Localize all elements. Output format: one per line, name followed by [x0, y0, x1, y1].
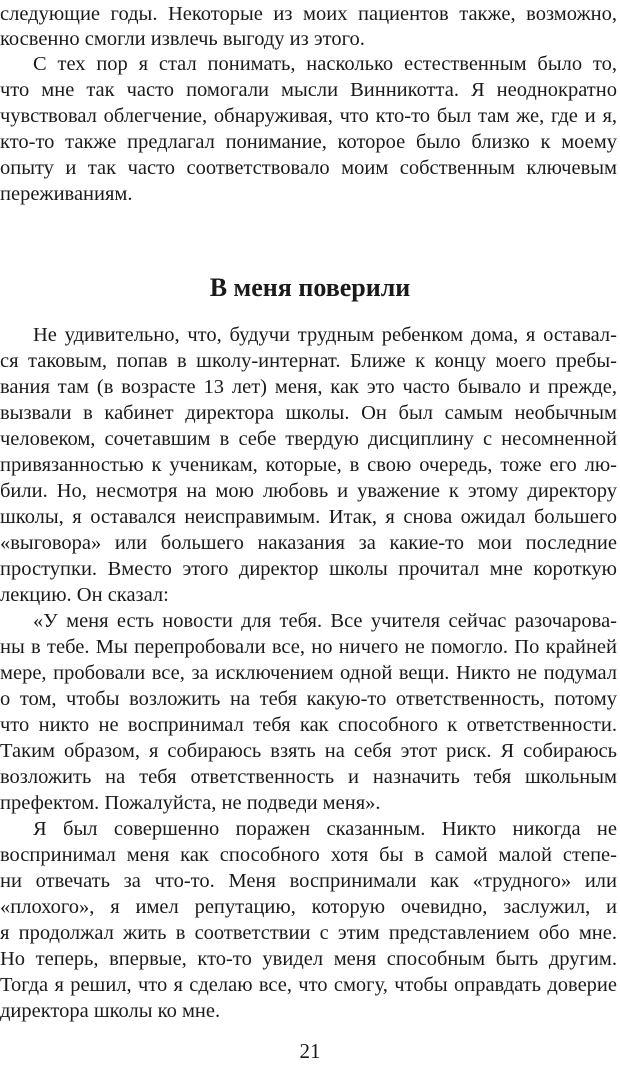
text-line: Тогда я решил, что я сделаю все, что смогу, чтобы оправдать доверие: [0, 974, 617, 996]
text-line: воспринимал меня как способного хотя бы в самой малой степе-: [0, 844, 617, 866]
text-line: что никто не воспринимал тебя как способного к ответственности.: [0, 714, 617, 736]
text-line: чувствовал облегчение, обнаруживая, что кто-то был там же, где и я,: [0, 105, 617, 127]
text-line: вания там (в возрасте 13 лет) меня, как это часто бывало и прежде,: [0, 376, 617, 398]
text-line: кто-то также предлагал понимание, которое было близко к моему: [0, 131, 617, 153]
text-line: «У меня есть новости для тебя. Все учителя сейчас разочарова-: [33, 610, 617, 632]
section-heading: В меня поверили: [209, 273, 411, 302]
text-line: я продолжал жить в соответствии с этим представлением обо мне.: [0, 922, 617, 944]
text-line: ни отвечать за что-то. Меня воспринимали как «трудного» или: [0, 870, 617, 892]
text-line: лекцию. Он сказал:: [0, 584, 169, 606]
text-line: директора школы ко мне.: [0, 1000, 221, 1022]
text-line: переживаниям.: [0, 183, 133, 205]
text-line: С тех пор я стал понимать, насколько естественным было то,: [33, 53, 617, 75]
text-line: человеком, сочетавшим в себе твердую дисциплину с несомненной: [0, 428, 617, 450]
text-line: Таким образом, я собираюсь взять на себя этот риск. Я собираюсь: [0, 740, 617, 762]
text-line: следующие годы. Некоторые из моих пациентов также, возможно,: [0, 3, 617, 25]
text-line: косвенно смогли извлечь выгоду из этого.: [0, 28, 365, 50]
text-line: возложить на тебя ответственность и назначить тебя школьным: [0, 766, 617, 788]
text-line: Но теперь, впервые, кто-то увидел меня способным быть другим.: [0, 948, 617, 970]
text-line: что мне так часто помогали мысли Винникотта. Я неоднократно: [0, 79, 617, 101]
text-line: вызвали в кабинет директора школы. Он был самым необычным: [0, 402, 617, 424]
text-line: ся таковым, попав в школу-интернат. Ближе к концу моего пребы-: [0, 350, 617, 372]
text-line: били. Но, несмотря на мою любовь и уважение к этому директору: [0, 480, 617, 502]
text-line: о том, чтобы возложить на тебя какую-то ответственность, потому: [0, 688, 617, 710]
text-line: проступки. Вместо этого директор школы прочитал мне короткую: [0, 558, 617, 580]
text-line: префектом. Пожалуйста, не подведи меня».: [0, 792, 381, 814]
text-line: «плохого», я имел репутацию, которую очевидно, заслужил, и: [0, 896, 617, 918]
text-line: привязанностью к ученикам, которые, в свою очередь, тоже его лю-: [0, 454, 617, 476]
text-line: Я был совершенно поражен сказанным. Никто никогда не: [33, 818, 617, 840]
text-line: ны в тебе. Мы перепробовали все, но ничего не помогло. По крайней: [0, 636, 617, 658]
page-number: 21: [299, 1039, 321, 1063]
text-line: Не удивительно, что, будучи трудным ребенком дома, я оставал-: [33, 324, 617, 346]
text-line: опыту и так часто соответствовало моим собственным ключевым: [0, 157, 617, 179]
text-line: мере, пробовали все, за исключением одной вещи. Никто не подумал: [0, 662, 617, 684]
text-line: школы, я оставался неисправимым. Итак, я снова ожидал большего: [0, 506, 617, 528]
text-line: «выговора» или большего наказания за какие-то мои последние: [0, 532, 617, 554]
